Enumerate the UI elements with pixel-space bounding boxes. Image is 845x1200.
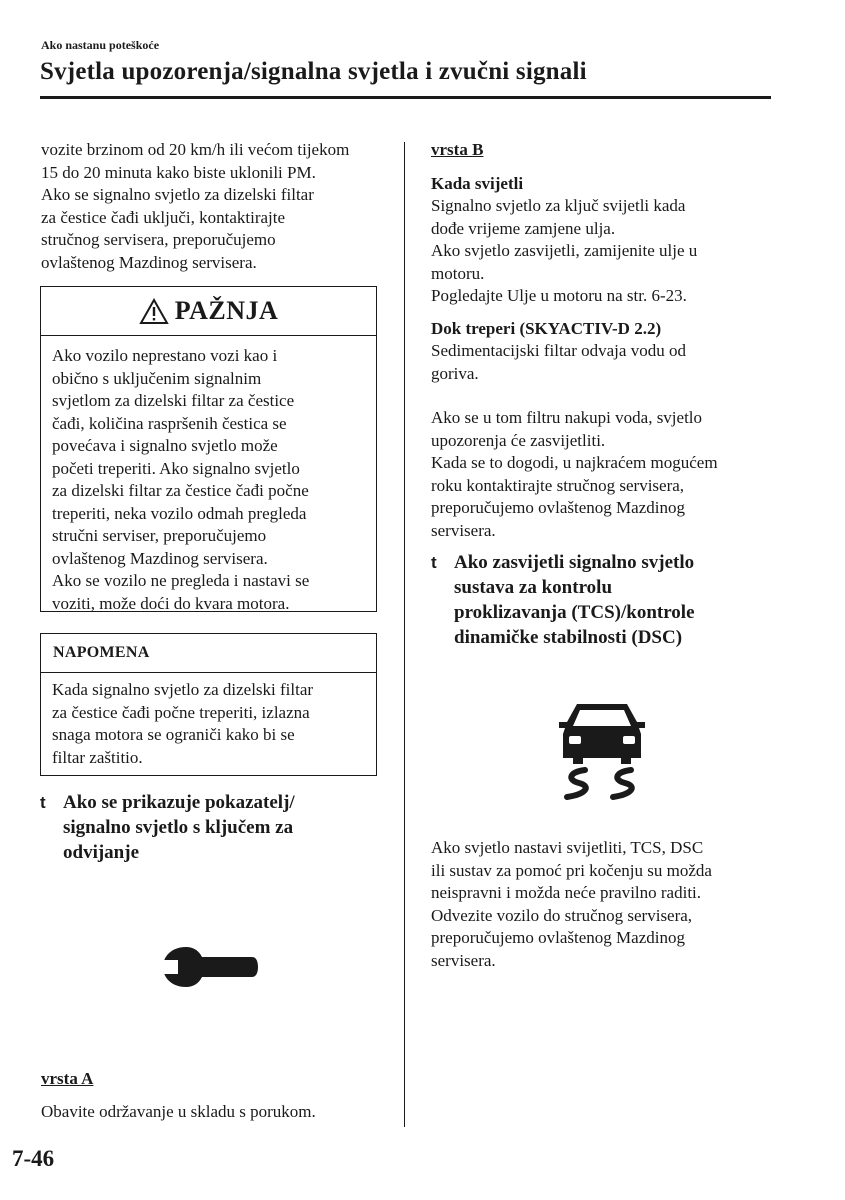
text-line: za čestice čađi počne treperiti, izlazna — [52, 702, 310, 722]
note-box — [40, 633, 377, 776]
text-line: svjetlom za dizelski filtar za čestice — [52, 391, 295, 410]
type-b-label: vrsta B — [431, 140, 484, 159]
text-line: goriva. — [431, 363, 479, 383]
section-bullet: t — [40, 793, 46, 812]
text-line: za čestice čađi uključi, kontaktirajte — [41, 207, 286, 227]
text-line: snaga motora se ograniči kako bi se — [52, 725, 295, 744]
text-line: Ako se u tom filtru nakupi voda, svjetlo — [431, 408, 703, 427]
text-line: 15 do 20 minuta kako biste uklonili PM. — [41, 162, 316, 182]
text-line: stručnog servisera, preporučujemo — [41, 230, 276, 249]
page-title: Svjetla upozorenja/signalna svjetla i zvučni signali — [40, 58, 587, 85]
when-on-text — [431, 195, 697, 308]
text-line: stručni serviser, preporučujemo — [52, 526, 267, 545]
text-line: ovlaštenog Mazdinog servisera. — [41, 252, 257, 272]
text-line: početi treperiti. Ako signalno svjetlo — [52, 458, 300, 478]
text-line: Ako svjetlo zasvijetli, zamijenite ulje u — [431, 241, 698, 260]
text-line: Kada signalno svjetlo za dizelski filtar — [52, 680, 314, 699]
text-line: ili sustav za pomoć pri kočenju su možda — [431, 860, 712, 880]
text-line: ovlaštenog Mazdinog servisera. — [52, 548, 268, 568]
flashing-text — [431, 340, 686, 385]
text-line: Ako svjetlo nastavi svijetliti, TCS, DSC — [431, 838, 704, 857]
warning-title: PAŽNJA — [174, 296, 279, 325]
text-line: čađi, količina raspršenih čestica se — [52, 413, 287, 433]
text-line: Pogledajte Ulje u motoru na str. 6-23. — [431, 286, 687, 305]
heading-line: Ako zasvijetli signalno svjetlo — [454, 552, 695, 573]
text-line: Ako se signalno svjetlo za dizelski filtar — [41, 185, 314, 204]
warning-box — [40, 286, 377, 612]
text-line: obično s uključenim signalnim — [52, 368, 262, 388]
text-line: Kada se to dogodi, u najkraćem mogućem — [431, 453, 718, 472]
text-line: motoru. — [431, 263, 485, 283]
text-line: vozite brzinom od 20 km/h ili većom tijekom — [41, 140, 350, 159]
type-a-label: vrsta A — [41, 1069, 94, 1088]
wrench-section-heading — [63, 790, 295, 865]
when-on-heading: Kada svijetli — [431, 174, 524, 193]
text-line: servisera. — [431, 950, 496, 970]
title-rule — [40, 96, 771, 99]
text-line: treperiti, neka vozilo odmah pregleda — [52, 503, 307, 523]
text-line: Signalno svjetlo za ključ svijetli kada — [431, 196, 686, 215]
column-divider — [404, 142, 405, 1127]
warning-text — [41, 336, 376, 615]
text-line: Odvezite vozilo do stručnog servisera, — [431, 905, 693, 925]
heading-line: odvijanje — [63, 842, 139, 863]
heading-line: Ako se prikazuje pokazatelj/ — [63, 792, 295, 813]
text-line: Ako vozilo neprestano vozi kao i — [52, 346, 278, 365]
tcs-section-heading — [454, 550, 695, 650]
text-line: roku kontaktirajte stručnog servisera, — [431, 475, 685, 495]
text-line: neispravni i možda neće pravilno raditi. — [431, 883, 702, 902]
text-line: Ako se vozilo ne pregleda i nastavi se — [52, 571, 310, 590]
text-line: preporučujemo ovlaštenog Mazdinog — [431, 928, 685, 947]
text-line: servisera. — [431, 520, 496, 540]
section-bullet: t — [431, 553, 437, 572]
type-a-text: Obavite održavanje u skladu s porukom. — [41, 1102, 316, 1121]
warning-header — [41, 287, 376, 336]
heading-line: signalno svjetlo s ključem za — [63, 817, 294, 838]
page-number: 7-46 — [12, 1146, 55, 1171]
section-label: Ako nastanu poteškoće — [41, 38, 160, 52]
heading-line: dinamičke stabilnosti (DSC) — [454, 627, 683, 648]
wrench-icon — [160, 942, 260, 992]
text-line: upozorenja će zasvijetliti. — [431, 430, 606, 450]
text-line: Sedimentacijski filtar odvaja vodu od — [431, 341, 686, 360]
intro-paragraph — [41, 139, 381, 274]
text-line: filtar zaštitio. — [52, 747, 143, 767]
warning-triangle-icon — [139, 298, 169, 325]
skidding-car-icon — [557, 700, 647, 802]
text-line: za dizelski filtar za čestice čađi počne — [52, 481, 309, 500]
text-line: dođe vrijeme zamjene ulja. — [431, 218, 616, 238]
flashing-heading: Dok treperi (SKYACTIV-D 2.2) — [431, 319, 662, 338]
note-text — [41, 673, 376, 769]
text-line: povećava i signalno svjetlo može — [52, 436, 278, 455]
water-text — [431, 407, 718, 542]
heading-line: sustava za kontrolu — [454, 577, 613, 598]
heading-line: proklizavanja (TCS)/kontrole — [454, 602, 695, 623]
tcs-text — [431, 837, 712, 972]
text-line: voziti, može doći do kvara motora. — [52, 593, 290, 613]
note-title: NAPOMENA — [41, 634, 376, 673]
text-line: preporučujemo ovlaštenog Mazdinog — [431, 498, 685, 517]
